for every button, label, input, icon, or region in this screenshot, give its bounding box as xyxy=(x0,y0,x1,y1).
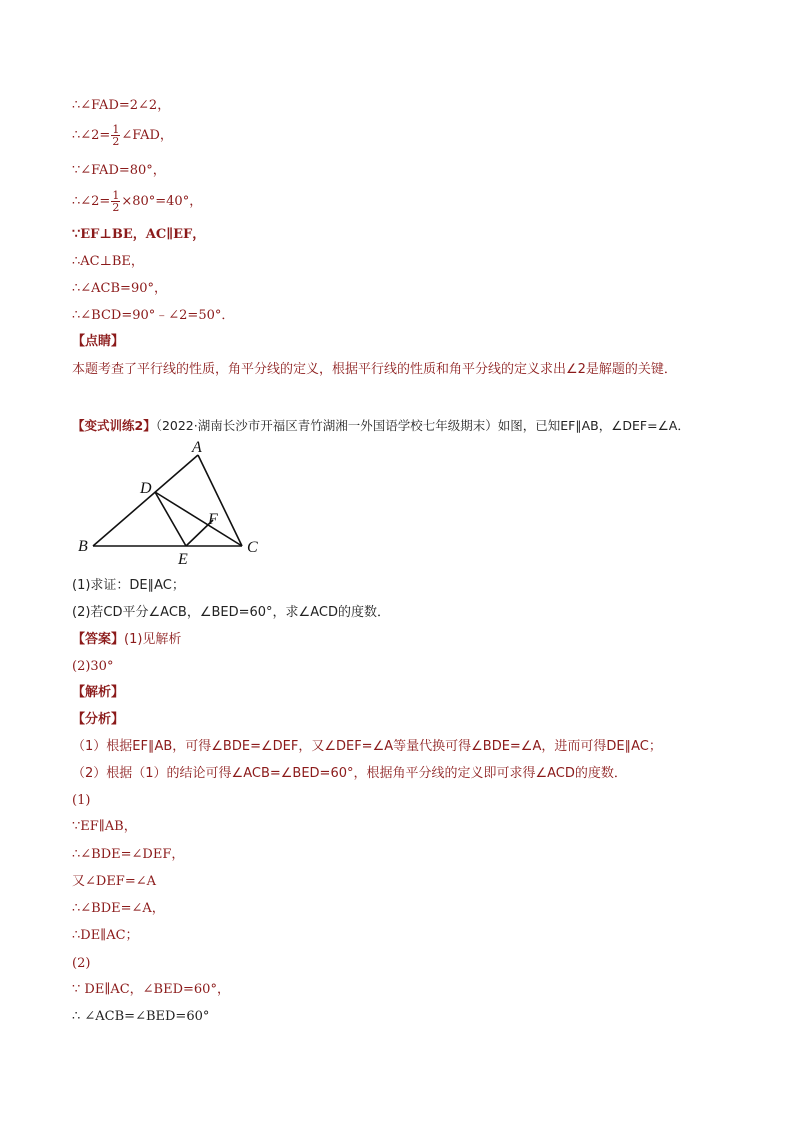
solution-line-8: ∴∠BCD=90°﹣∠2=50°． xyxy=(72,308,235,323)
solution-line-1: ∴∠FAD=2∠2， xyxy=(72,98,171,113)
fraction-denominator: 2 xyxy=(112,201,120,214)
label-A: A xyxy=(192,440,202,456)
label-D: D xyxy=(140,480,152,497)
label-C: C xyxy=(247,539,258,556)
fraction-one-half xyxy=(111,124,120,147)
solution-line-4 xyxy=(72,190,202,213)
fraction-numerator: 1 xyxy=(112,123,120,136)
solution2-step-6: ∵ DE∥AC，∠BED=60°， xyxy=(72,982,230,997)
fraction-numerator: 1 xyxy=(112,189,120,202)
fenxi-label: 【分析】 xyxy=(72,712,125,727)
analysis-paragraph-1: （1）根据EF∥AB，可得∠BDE=∠DEF，又∠DEF=∠A等量代换可得∠BDE=∠A，进而可得DE∥AC； xyxy=(72,739,662,754)
answer-part-1: (1)见解析 xyxy=(124,632,182,647)
line-2-suffix: ∠FAD， xyxy=(121,128,173,143)
segment-BA xyxy=(93,455,198,546)
solution-line-3: ∵∠FAD=80°， xyxy=(72,163,166,178)
fraction-one-half xyxy=(111,190,120,213)
solution2-step-2: ∴∠BDE=∠DEF， xyxy=(72,847,185,862)
variant-label: 【变式训练2】 xyxy=(72,418,156,433)
solution2-heading-1: (1) xyxy=(72,793,91,808)
dianjing-text: 本题考查了平行线的性质，角平分线的定义，根据平行线的性质和角平分线的定义求出∠2是解题的关键． xyxy=(72,362,677,377)
solution2-step-3: 又∠DEF=∠A xyxy=(72,874,156,889)
question-1: (1)求证：DE∥AC； xyxy=(72,578,185,593)
question-2: (2)若CD平分∠ACB，∠BED=60°，求∠ACD的度数． xyxy=(72,605,390,620)
solution2-step-5: ∴DE∥AC； xyxy=(72,928,139,943)
label-E: E xyxy=(178,551,188,568)
solution-line-2 xyxy=(72,124,173,147)
solution2-heading-2: (2) xyxy=(72,956,91,971)
variant-text: （2022·湖南长沙市开福区青竹湖湘一外国语学校七年级期末）如图，已知EF∥AB，∠DEF=∠A． xyxy=(155,418,690,433)
answer-line xyxy=(72,631,181,649)
answer-label: 【答案】 xyxy=(72,632,125,647)
line-2-prefix: ∴∠2= xyxy=(72,128,111,143)
segment-DE xyxy=(155,492,186,546)
dianjing-label: 【点睛】 xyxy=(72,334,125,349)
answer-part-2: (2)30° xyxy=(72,659,114,674)
solution-line-5: ∵EF⊥BE，AC∥EF， xyxy=(72,227,206,242)
solution2-step-4: ∴∠BDE=∠A， xyxy=(72,901,165,916)
jiexi-label: 【解析】 xyxy=(72,685,125,700)
fraction-denominator: 2 xyxy=(112,135,120,148)
solution-line-7: ∴∠ACB=90°， xyxy=(72,281,167,296)
solution-line-6: ∴AC⊥BE， xyxy=(72,254,144,269)
variant-heading xyxy=(72,417,690,435)
line-4-suffix: ×80°=40°， xyxy=(121,194,203,209)
label-B: B xyxy=(78,538,88,555)
triangle-figure xyxy=(72,440,272,570)
solution2-step-7: ∴ ∠ACB=∠BED=60° xyxy=(72,1009,210,1024)
analysis-paragraph-2: （2）根据（1）的结论可得∠ACB=∠BED=60°，根据角平分线的定义即可求得∠ACD的度数． xyxy=(72,766,627,781)
label-F: F xyxy=(208,511,218,528)
line-4-prefix: ∴∠2= xyxy=(72,194,111,209)
solution2-step-1: ∵EF∥AB， xyxy=(72,819,137,834)
